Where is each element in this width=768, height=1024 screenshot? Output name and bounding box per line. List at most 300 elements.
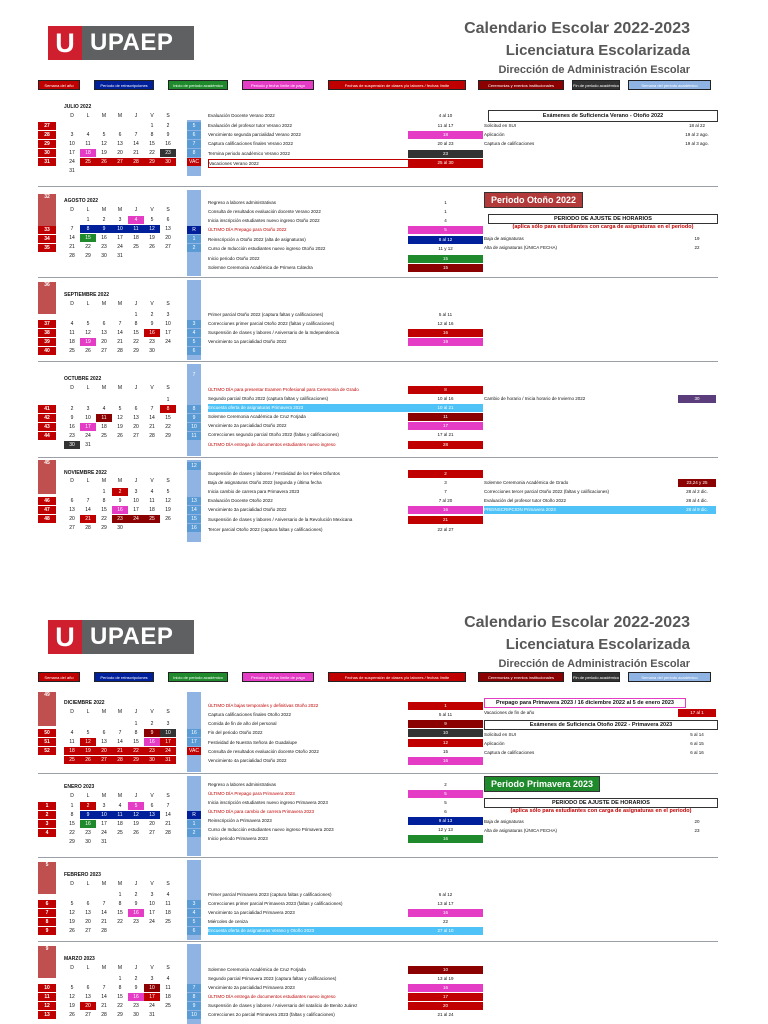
calendar-day: 12 — [117, 415, 123, 421]
calendar-day: V — [150, 385, 154, 391]
calendar-day: 25 — [165, 1003, 171, 1009]
calendar-day: 15 — [80, 234, 96, 242]
calendar-day: 16 — [112, 506, 128, 514]
month-title: ENERO 2023 — [64, 784, 95, 790]
calendar-day: 8 — [80, 225, 96, 233]
divider — [38, 186, 718, 187]
calendar-day: M — [117, 793, 123, 799]
week-number: 42 — [38, 414, 56, 422]
event-label: Inicio periodo Primavera 2023 — [208, 836, 268, 841]
calendar-grid — [64, 488, 176, 532]
calendar-day: 18 — [101, 424, 107, 430]
week-number: 28 — [38, 131, 56, 139]
calendar-day: 31 — [117, 253, 123, 259]
calendar-day: 23 — [112, 515, 128, 523]
calendar-day: 28 — [149, 433, 155, 439]
info-item: Vacaciones de fin de año — [484, 710, 535, 715]
calendar-day: 2 — [134, 892, 138, 898]
event-label: Tercer parcial Otoño 2022 (captura faltas y calificaciones) — [208, 527, 323, 532]
calendar-day: V — [150, 965, 154, 971]
period-week: 7 — [192, 372, 196, 378]
calendar-day: 18 — [165, 910, 171, 916]
event-date: 25 al 30 — [408, 159, 483, 167]
event-label: Suspensión de clases y labores / Festividad de los Fieles Difuntos — [208, 471, 340, 476]
event-date: 20 — [408, 1002, 483, 1010]
calendar-day: 8 — [160, 405, 176, 413]
calendar-day: 6 — [166, 217, 170, 223]
calendar-day: 21 — [149, 424, 155, 430]
event-label: Regreso a labores administrativas — [208, 782, 277, 787]
event-date: 4 al 10 — [438, 113, 453, 118]
event-label: Vacaciones Verano 2022 — [208, 159, 483, 168]
calendar-day: 28 — [85, 525, 91, 531]
calendar-day: 14 — [101, 994, 107, 1000]
calendar-day: 21 — [101, 919, 107, 925]
week-number: 29 — [38, 140, 56, 148]
weekday-header — [64, 709, 176, 715]
legend-item: Ceremonias y eventos institucionales — [478, 672, 564, 682]
calendar-day: 4 — [150, 489, 154, 495]
calendar-day: 6 — [86, 985, 90, 991]
calendar-day: L — [86, 709, 90, 715]
event-label: Vencimiento 2a parcialidad Otoño 2022 — [208, 423, 287, 428]
event-label: Correcciones segundo parcial Otoño 2022 (faltas y calificaciones) — [208, 432, 339, 437]
calendar-day: 6 — [70, 498, 74, 504]
calendar-day: 9 — [144, 729, 160, 737]
calendar-day: 13 — [117, 141, 123, 147]
calendar-day: 7 — [102, 985, 106, 991]
calendar-day: 16 — [128, 909, 144, 917]
calendar-day: 7 — [150, 406, 154, 412]
period-week: VAC — [187, 158, 201, 166]
week-number: 52 — [38, 747, 56, 755]
calendar-grid — [64, 311, 176, 355]
period-week: R — [187, 811, 201, 819]
adjustment-date: 19 — [694, 236, 700, 241]
info-item: Correcciones tercer parcial Otoño 2022 (faltas y calificaciones) — [484, 489, 610, 494]
event-date: 27 al 10 — [408, 927, 483, 935]
calendar-day: V — [150, 881, 154, 887]
week-number: 33 — [38, 226, 56, 234]
calendar-day — [112, 122, 128, 130]
event-label: Captura calificaciones finales Verano 2022 — [208, 141, 294, 146]
event-date: 5 al 11 — [438, 712, 453, 717]
event-label: Miércoles de ceniza — [208, 919, 248, 924]
calendar-day: 23 — [85, 830, 91, 836]
calendar-day: 15 — [69, 821, 75, 827]
calendar-day: 23 — [101, 244, 107, 250]
calendar-day: 26 — [149, 244, 155, 250]
calendar-day: L — [86, 965, 90, 971]
calendar-day: 12 — [69, 994, 75, 1000]
calendar-day — [96, 122, 112, 130]
calendar-day: 23 — [133, 1003, 139, 1009]
event-label: Vencimiento 1a parcialidad Otoño 2022 — [208, 339, 287, 344]
calendar-day: 11 — [96, 414, 112, 422]
calendar-day: 6 — [134, 406, 138, 412]
page-title: Calendario Escolar 2022-2023 — [464, 20, 690, 37]
period-week: 6 — [187, 347, 201, 355]
calendar-day: 24 — [149, 1003, 155, 1009]
calendar-day — [64, 122, 80, 130]
calendar-day: 25 — [101, 433, 107, 439]
week-number: 13 — [38, 1011, 56, 1019]
calendar-day: M — [101, 385, 107, 391]
period-week: 6 — [187, 131, 201, 139]
calendar-day: 19 — [165, 507, 171, 513]
calendar-day: 16 — [80, 820, 96, 828]
event-label: Inicia cambio de carrera para Primavera 2023 — [208, 489, 300, 494]
calendar-day: M — [101, 207, 107, 213]
calendar-day: 17 — [80, 423, 96, 431]
calendar-day: 12 — [69, 910, 75, 916]
calendar-day: 5 — [86, 321, 90, 327]
calendar-day: 6 — [102, 730, 106, 736]
calendar-day: 21 — [165, 821, 171, 827]
legend-item: Ceremonias y eventos institucionales — [478, 80, 564, 90]
calendar-day: 28 — [128, 158, 144, 166]
period-week: 7 — [187, 984, 201, 992]
weekday-header — [64, 881, 176, 887]
legend-item: Periodo y fecha límite de pago — [242, 80, 314, 90]
calendar-day: 19 — [117, 424, 123, 430]
calendar-day: 30 — [101, 253, 107, 259]
event-label: Regreso a labores administrativas — [208, 200, 277, 205]
legend-item: Semana del periodo académico — [628, 80, 711, 90]
calendar-day: 12 — [128, 811, 144, 819]
calendar-day: 28 — [69, 253, 75, 259]
event-label: Inicia inscripción estudiantes nuevo ingreso Otoño 2022 — [208, 218, 320, 223]
calendar-day: 28 — [112, 756, 128, 764]
calendar-day: 21 — [101, 1003, 107, 1009]
week-number: 6 — [38, 900, 56, 908]
weekday-header — [64, 478, 176, 484]
calendar-day: 9 — [150, 321, 154, 327]
exam-item: Captura de calificaciones — [484, 141, 535, 146]
event-date: 20 al 23 — [437, 141, 454, 146]
calendar-day: 17 — [133, 507, 139, 513]
period-week: 8 — [187, 149, 201, 157]
calendar-day: 4 — [166, 892, 170, 898]
calendar-day: 23 — [144, 747, 160, 755]
calendar-day: 9 — [134, 901, 138, 907]
calendar-day: 27 — [133, 433, 139, 439]
week-number: 2 — [38, 811, 56, 819]
exam-date: 6 al 16 — [690, 750, 704, 755]
calendar-day: 14 — [133, 141, 139, 147]
event-label: ÚLTIMO DÍA entrega de documentos estudiantes nuevo ingreso — [208, 442, 336, 447]
calendar-day: 4 — [128, 216, 144, 224]
event-date: 2 — [444, 782, 447, 787]
exam-item: Captura de calificaciones — [484, 750, 535, 755]
weekday-header — [64, 385, 176, 391]
calendar-day: 1 — [150, 123, 154, 129]
event-date: 12 — [408, 739, 483, 747]
calendar-day: 15 — [149, 141, 155, 147]
calendar-day: 11 — [165, 985, 171, 991]
info-item: PREINSCRIPCION Primavera 2023 — [484, 506, 716, 514]
calendar-day: 2 — [134, 976, 138, 982]
event-date: 10 al 16 — [437, 396, 454, 401]
calendar-day: V — [150, 793, 154, 799]
logo-mark: U — [48, 620, 82, 654]
calendar-day: 11 — [69, 330, 75, 336]
calendar-day: J — [134, 385, 138, 391]
calendar-day: 31 — [160, 756, 176, 764]
calendar-day: 4 — [70, 730, 74, 736]
calendar-day: 6 — [150, 803, 154, 809]
calendar-grid — [64, 122, 176, 175]
calendar-day: 8 — [102, 498, 106, 504]
period-week: 2 — [187, 244, 201, 252]
month-august-2022 — [38, 190, 718, 276]
adjustment-note: (aplica sólo para estudiantes con carga de asignaturas en el periodo) — [510, 808, 692, 814]
event-label: Vencimiento 3a parcialidad Otoño 2022 — [208, 507, 287, 512]
calendar-day: 30 — [160, 158, 176, 166]
calendar-day: 27 — [149, 830, 155, 836]
calendar-day: 27 — [69, 525, 75, 531]
logo-text: UPAEP — [82, 26, 194, 60]
weekday: V — [150, 113, 154, 119]
month-title: MARZO 2023 — [64, 956, 95, 962]
week-number: 51 — [38, 738, 56, 746]
period-week: 5 — [187, 918, 201, 926]
calendar-day: 19 — [80, 338, 96, 346]
calendar-day: 20 — [101, 339, 107, 345]
calendar-day: 11 — [85, 141, 91, 147]
calendar-day: 25 — [165, 919, 171, 925]
calendar-day: M — [117, 207, 123, 213]
calendar-day: D — [70, 207, 74, 213]
period-banner: Periodo Otoño 2022 — [484, 192, 583, 208]
event-date: 1 — [408, 702, 483, 710]
calendar-day: 23 — [69, 433, 75, 439]
period-week: R — [187, 226, 201, 234]
calendar-day: 7 — [134, 132, 138, 138]
calendar-day: 29 — [101, 525, 107, 531]
calendar-day: 29 — [85, 253, 91, 259]
event-date: 11 — [408, 413, 483, 421]
calendar-day: 26 — [69, 1012, 75, 1018]
calendar-day — [64, 216, 80, 224]
calendar-day: D — [70, 881, 74, 887]
event-date: 21 al 24 — [437, 1012, 454, 1017]
calendar-day: 30 — [144, 756, 160, 764]
calendar-day: 20 — [80, 1002, 96, 1010]
month-february-2023 — [38, 860, 718, 940]
calendar-day: 6 — [86, 901, 90, 907]
event-date: 16 — [408, 757, 483, 765]
calendar-day: 15 — [165, 415, 171, 421]
calendar-day: 13 — [133, 415, 139, 421]
event-date: 22 — [442, 919, 448, 924]
calendar-day: 10 — [149, 901, 155, 907]
week-number: 40 — [38, 347, 56, 355]
week-number: 9 — [38, 927, 56, 935]
calendar-day: 9 — [70, 415, 74, 421]
week-number: 41 — [38, 405, 56, 413]
adjustment-item: Baja de asignaturas — [484, 819, 524, 824]
calendar-day: 27 — [165, 244, 171, 250]
calendar-day: 29 — [144, 158, 160, 166]
calendar-day: 10 — [144, 984, 160, 992]
week-number: 32 — [38, 194, 56, 226]
calendar-day: 14 — [101, 910, 107, 916]
divider — [38, 457, 718, 458]
info-date: 30 — [678, 395, 716, 403]
period-week: 4 — [187, 329, 201, 337]
event-date: 1 — [444, 209, 447, 214]
calendar-day: 3 — [118, 217, 122, 223]
upaep-logo — [48, 620, 194, 654]
calendar-day: 25 — [117, 830, 123, 836]
week-number: 34 — [38, 235, 56, 243]
exam-date: 18 al 22 — [688, 123, 705, 128]
calendar-day: 19 — [69, 919, 75, 925]
calendar-day: 26 — [85, 348, 91, 354]
calendar-day: 20 — [117, 150, 123, 156]
calendar-day: 10 — [112, 225, 128, 233]
weekday: D — [70, 113, 74, 119]
week-number: 8 — [38, 918, 56, 926]
weekday: M — [101, 113, 107, 119]
calendar-day: 10 — [69, 141, 75, 147]
calendar-day: 21 — [80, 515, 96, 523]
calendar-day: S — [166, 207, 170, 213]
period-week: 1 — [187, 820, 201, 828]
period-week: 15 — [187, 515, 201, 523]
calendar-day: J — [134, 793, 138, 799]
calendar-day: V — [150, 301, 154, 307]
week-number: 4 — [38, 829, 56, 837]
event-date: 2 — [408, 470, 483, 478]
adjustment-item: Baja de asignaturas — [484, 236, 524, 241]
calendar-day: 19 — [133, 821, 139, 827]
calendar-day: 1 — [134, 312, 138, 318]
calendar-day: 8 — [118, 901, 122, 907]
calendar-day: L — [86, 301, 90, 307]
week-number: 5 — [38, 862, 56, 894]
calendar-day: 21 — [133, 150, 139, 156]
calendar-day: 12 — [144, 225, 160, 233]
calendar-day: 22 — [117, 1003, 123, 1009]
calendar-day: 29 — [69, 839, 75, 845]
period-week: 6 — [187, 927, 201, 935]
calendar-day — [128, 122, 144, 130]
event-date: 4 — [444, 218, 447, 223]
info-date: 17 al 1 — [678, 709, 716, 717]
calendar-day: 29 — [128, 756, 144, 764]
calendar-day: L — [86, 385, 90, 391]
weekday-header — [64, 965, 176, 971]
calendar-day: S — [166, 881, 170, 887]
calendar-day: 19 — [80, 747, 96, 755]
calendar-day: 15 — [133, 739, 139, 745]
calendar-day: 2 — [166, 123, 170, 129]
calendar-day: 31 — [69, 168, 75, 174]
page-subtitle: Licenciatura Escolarizada — [505, 42, 690, 59]
event-label: Inicia inscripción estudiantes nuevo ingreso Primavera 2023 — [208, 800, 328, 805]
calendar-day: 25 — [64, 756, 80, 764]
week-number: 36 — [38, 282, 56, 314]
event-date: 16 — [408, 835, 483, 843]
calendar-day: J — [134, 965, 138, 971]
event-date: 3 — [444, 480, 447, 485]
week-number: 43 — [38, 423, 56, 431]
calendar-day: 14 — [69, 235, 75, 241]
event-date: 5 — [408, 790, 483, 798]
calendar-day: V — [150, 478, 154, 484]
weekday: S — [166, 113, 170, 119]
calendar-day: 21 — [117, 339, 123, 345]
week-number: 44 — [38, 432, 56, 440]
calendar-day: 9 — [166, 132, 170, 138]
week-number: 38 — [38, 329, 56, 337]
event-label: Curso de Inducción estudiantes nuevo ingreso Otoño 2022 — [208, 246, 326, 251]
event-label: Primer parcial Primavera 2023 (captura faltas y calificaciones) — [208, 892, 332, 897]
period-week: 12 — [187, 462, 201, 470]
calendar-day: 25 — [144, 515, 160, 523]
calendar-day: 27 — [101, 348, 107, 354]
calendar-day: 28 — [165, 830, 171, 836]
event-label: Vencimiento 2a parcialidad Primavera 2023 — [208, 985, 295, 990]
event-date: 16 — [408, 909, 483, 917]
calendar-day: 3 — [150, 892, 154, 898]
calendar-day: D — [70, 385, 74, 391]
calendar-day: 1 — [118, 976, 122, 982]
calendar-day: 3 — [134, 489, 138, 495]
event-label: Consulta de resultados evaluación docente Verano 2022 — [208, 209, 321, 214]
period-banner: Periodo Primavera 2023 — [484, 776, 600, 792]
event-date: 15 — [408, 264, 483, 272]
calendar-day: 5 — [70, 985, 74, 991]
info-date: 23,24 y 25 — [678, 479, 716, 487]
month-december-2022 — [38, 692, 718, 772]
calendar-day: 26 — [117, 433, 123, 439]
calendar-day: L — [86, 478, 90, 484]
calendar-day: M — [117, 881, 123, 887]
exam-date: 19 al 3 ago. — [685, 141, 709, 146]
calendar-day: 1 — [134, 721, 138, 727]
calendar-day: 30 — [85, 839, 91, 845]
weekday-header — [64, 301, 176, 307]
weekday: M — [117, 113, 123, 119]
event-date: 9 — [408, 720, 483, 728]
calendar-day: 15 — [133, 330, 139, 336]
month-march-2023 — [38, 944, 718, 1024]
weekday: L — [86, 113, 90, 119]
event-date: 11 al 17 — [437, 123, 454, 128]
week-number: 10 — [38, 984, 56, 992]
legend-item: Período de reinscripciones — [94, 672, 154, 682]
calendar-day: 22 — [128, 747, 144, 755]
event-date: 19 — [408, 338, 483, 346]
calendar-day: 24 — [149, 919, 155, 925]
event-label: Solemne Ceremonia Académica de Cruz Forjada — [208, 414, 306, 419]
calendar-day: 5 — [166, 489, 170, 495]
calendar-day: 1 — [118, 892, 122, 898]
month-title: FEBRERO 2023 — [64, 872, 101, 878]
calendar-day: 10 — [96, 811, 112, 819]
calendar-day: 3 — [166, 312, 170, 318]
exam-date: 5 al 14 — [690, 732, 704, 737]
period-week: 5 — [187, 122, 201, 130]
week-number: 49 — [38, 692, 56, 726]
calendar-grid — [64, 975, 176, 1019]
calendar-day: D — [70, 478, 74, 484]
calendar-day: J — [134, 301, 138, 307]
event-date: 5 — [444, 800, 447, 805]
